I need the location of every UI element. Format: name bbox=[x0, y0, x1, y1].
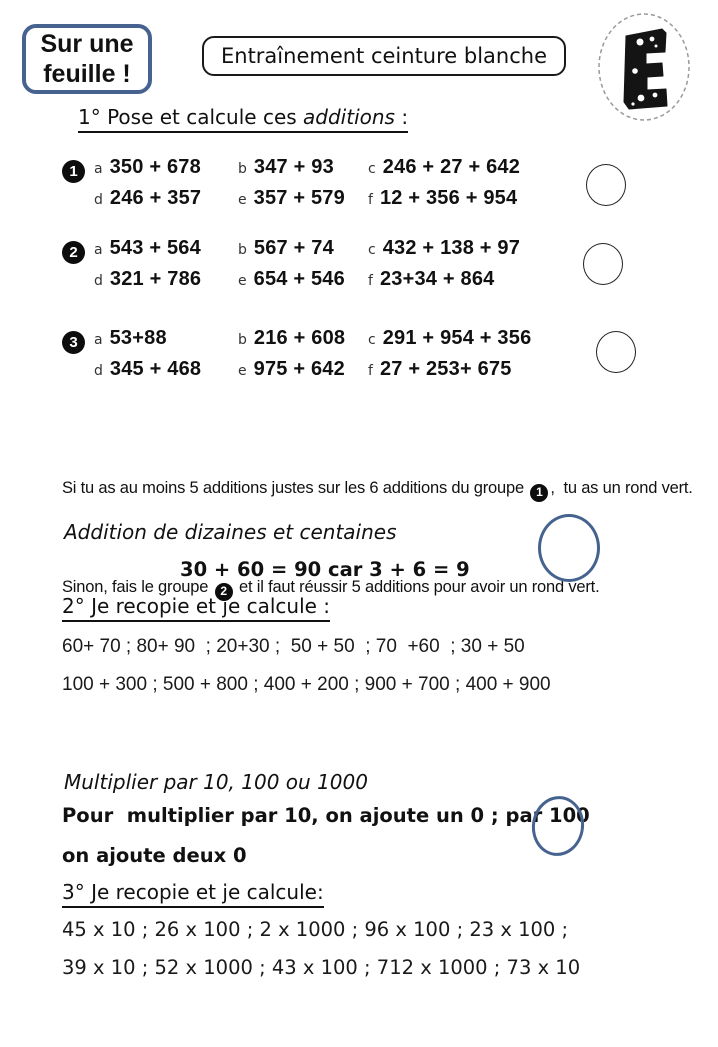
corner-line2: feuille ! bbox=[43, 60, 131, 88]
problem-expression: 53+88 bbox=[109, 327, 167, 349]
problem-1e bbox=[238, 187, 345, 210]
problem-letter: d bbox=[94, 192, 103, 208]
corner-instruction-box bbox=[22, 24, 152, 94]
group-1-result-circle bbox=[586, 164, 626, 206]
note-line1-text: Si tu as au moins 5 additions justes sur les 6 additions du groupe bbox=[62, 479, 529, 497]
problem-expression: 345 + 468 bbox=[109, 358, 202, 380]
section3-exercise-line-2: 39 x 10 ; 52 x 1000 ; 43 x 100 ; 712 x 1000 ; 73 x 10 bbox=[62, 956, 581, 979]
group-2-badge-inline: 2 bbox=[215, 583, 233, 601]
problem-letter: a bbox=[94, 161, 103, 177]
problem-letter: e bbox=[238, 363, 247, 379]
problem-expression: 321 + 786 bbox=[109, 268, 202, 290]
problem-expression: 567 + 74 bbox=[253, 237, 334, 259]
group-2-badge: 2 bbox=[62, 241, 85, 264]
problem-expression: 347 + 93 bbox=[253, 156, 334, 178]
problem-expression: 975 + 642 bbox=[253, 358, 345, 380]
problem-letter: c bbox=[368, 161, 376, 177]
problem-expression: 216 + 608 bbox=[253, 327, 346, 349]
problem-letter: e bbox=[238, 192, 247, 208]
problem-3d bbox=[94, 358, 201, 381]
section3-subtitle: Multiplier par 10, 100 ou 1000 bbox=[64, 770, 368, 794]
problem-2c bbox=[368, 237, 520, 260]
problem-1d bbox=[94, 187, 201, 210]
problem-3c bbox=[368, 327, 531, 350]
problem-2b bbox=[238, 237, 334, 260]
section2-exercise-line-1: 60+ 70 ; 80+ 90 ; 20+30 ; 50 + 50 ; 70 +60 ; 30 + 50 bbox=[62, 636, 525, 657]
problem-expression: 654 + 546 bbox=[253, 268, 345, 290]
addition-group-2 bbox=[62, 237, 702, 303]
section3-exercise-line-1: 45 x 10 ; 26 x 100 ; 2 x 1000 ; 96 x 100 ; 23 x 100 ; bbox=[62, 918, 569, 941]
section3-heading-text: 3° Je recopie et je calcule: bbox=[62, 880, 324, 908]
problem-expression: 291 + 954 + 356 bbox=[382, 327, 532, 349]
problem-expression: 350 + 678 bbox=[109, 156, 201, 178]
problem-letter: b bbox=[238, 161, 247, 177]
section3-mark-circle bbox=[528, 793, 588, 860]
group-1-badge: 1 bbox=[62, 160, 85, 183]
problem-letter: d bbox=[94, 273, 103, 289]
problem-letter: f bbox=[368, 192, 373, 208]
problem-expression: 357 + 579 bbox=[253, 187, 345, 209]
problem-2e bbox=[238, 268, 345, 291]
corner-line1: Sur une bbox=[40, 30, 134, 58]
section1-heading-underline bbox=[78, 105, 408, 133]
problem-expression: 246 + 27 + 642 bbox=[382, 156, 521, 178]
note-line2-text: Sinon, fais le groupe bbox=[62, 578, 213, 596]
problem-letter: a bbox=[94, 242, 103, 258]
section2-subtitle: Addition de dizaines et centaines bbox=[64, 520, 397, 544]
problem-1a bbox=[94, 156, 201, 179]
problem-letter: c bbox=[368, 332, 376, 348]
page-title: Entraînement ceinture blanche bbox=[220, 44, 547, 68]
problem-3e bbox=[238, 358, 345, 381]
group-3-result-circle bbox=[596, 331, 636, 373]
problem-1f bbox=[368, 187, 517, 210]
section2-heading bbox=[62, 594, 330, 618]
note-line-1 bbox=[62, 472, 693, 505]
section1-heading-suffix: : bbox=[394, 105, 409, 129]
worksheet-title-box bbox=[202, 36, 566, 76]
section3-heading bbox=[62, 880, 324, 904]
problem-letter: e bbox=[238, 273, 247, 289]
problem-letter: c bbox=[368, 242, 376, 258]
problem-expression: 432 + 138 + 97 bbox=[382, 237, 521, 259]
addition-group-1 bbox=[62, 156, 702, 222]
problem-letter: a bbox=[94, 332, 103, 348]
problem-3b bbox=[238, 327, 345, 350]
note-line2-tail: et il faut réussir 5 additions pour avoir un rond vert. bbox=[234, 578, 600, 596]
problem-1c bbox=[368, 156, 520, 179]
problem-letter: f bbox=[368, 273, 373, 289]
problem-letter: f bbox=[368, 363, 373, 379]
problem-expression: 27 + 253+ 675 bbox=[379, 358, 512, 380]
problem-expression: 543 + 564 bbox=[109, 237, 201, 259]
problem-expression: 246 + 357 bbox=[109, 187, 202, 209]
problem-2f bbox=[368, 268, 494, 291]
section1-heading bbox=[78, 105, 408, 130]
problem-2d bbox=[94, 268, 201, 291]
problem-2a bbox=[94, 237, 201, 260]
group-2-result-circle bbox=[583, 243, 623, 285]
problem-expression: 23+34 + 864 bbox=[379, 268, 495, 290]
addition-group-3 bbox=[62, 327, 702, 393]
problem-expression: 12 + 356 + 954 bbox=[379, 187, 518, 209]
section2-mark-circle bbox=[538, 514, 600, 582]
section2-example: 30 + 60 = 90 car 3 + 6 = 9 bbox=[180, 558, 470, 581]
problem-3a bbox=[94, 327, 167, 350]
cheese-logo-icon bbox=[596, 10, 692, 124]
problem-1b bbox=[238, 156, 334, 179]
section2-exercise-line-2: 100 + 300 ; 500 + 800 ; 400 + 200 ; 900 + 700 ; 400 + 900 bbox=[62, 674, 551, 695]
section3-rule-line-1: Pour multiplier par 10, on ajoute un 0 ; par 100 bbox=[62, 804, 590, 827]
note-line1-tail: , tu as un rond vert. bbox=[550, 479, 693, 497]
problem-3f bbox=[368, 358, 512, 381]
problem-letter: b bbox=[238, 242, 247, 258]
section1-heading-em: additions bbox=[303, 105, 395, 129]
section3-rule-line-2: on ajoute deux 0 bbox=[62, 844, 247, 867]
problem-letter: b bbox=[238, 332, 247, 348]
problem-letter: d bbox=[94, 363, 103, 379]
group-1-badge-inline: 1 bbox=[530, 484, 548, 502]
section2-heading-text: 2° Je recopie et je calcule : bbox=[62, 594, 330, 622]
section1-heading-prefix: 1° Pose et calcule ces bbox=[78, 105, 304, 129]
group-3-badge: 3 bbox=[62, 331, 85, 354]
